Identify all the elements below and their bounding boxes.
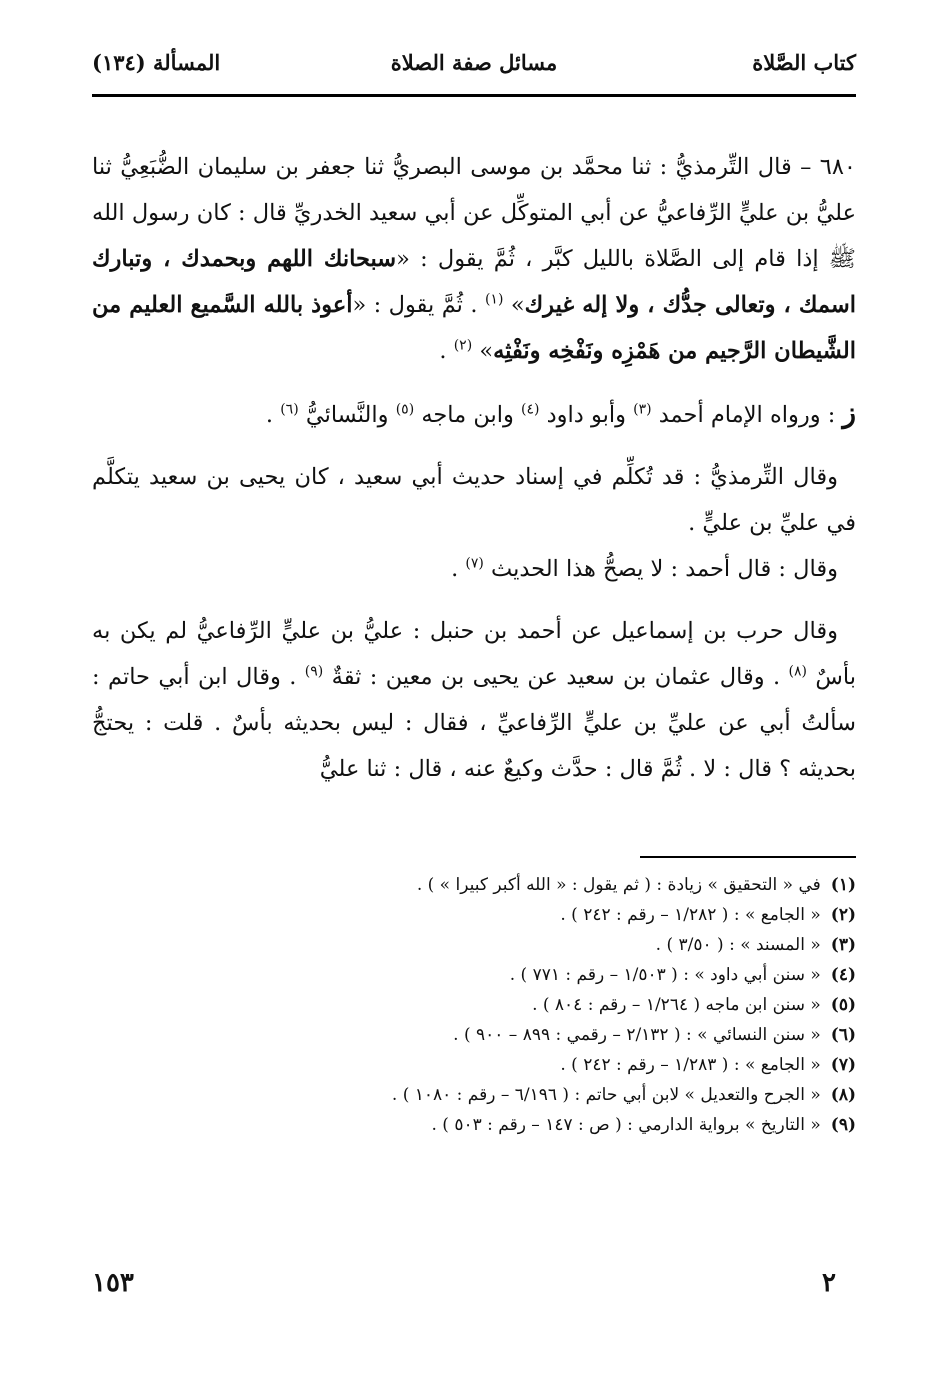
assessment-text: وقال حرب بن إسماعيل عن أحمد بن حنبل : عليُّ بن عليٍّ الرِّفاعيُّ لم يكن به بأسٌ	[92, 618, 856, 690]
page-number: ١٥٣	[92, 1268, 134, 1298]
footnote-number: (٣)	[830, 935, 856, 955]
footnote-item	[92, 930, 856, 960]
footnote-item	[92, 870, 856, 900]
takhrij-paragraph	[92, 390, 856, 438]
footnote-item	[92, 990, 856, 1020]
footnote-number: (٢)	[830, 905, 856, 925]
footnote-number: (٤)	[830, 965, 856, 985]
footnote-list	[92, 870, 856, 1140]
zawaid-mark: ز	[842, 396, 856, 429]
header-divider	[92, 94, 856, 97]
takhrij-text: وأبو داود	[546, 402, 626, 428]
footnote-item	[92, 1020, 856, 1050]
footnote-ref[interactable]: (١)	[484, 291, 504, 308]
footnote-item	[92, 900, 856, 930]
footnote-text: « الجامع » : ( ١/٢٨٣ – رقم : ٢٤٢ ) .	[560, 1055, 821, 1075]
dua-text-bold: أعوذ بالله السَّميع العليم من الشَّيطان الرَّجيم من هَمْزِه ونَفْخِه ونَفْثِه	[92, 292, 856, 364]
takhrij-text: وابن ماجه	[421, 402, 514, 428]
hadith-text: . ثُمَّ يقول : «	[352, 292, 478, 318]
main-text	[92, 144, 856, 792]
footnote-text: « سنن أبي داود » : ( ١/٥٠٣ – رقم : ٧٧١ ) .	[509, 965, 821, 985]
footnote-text: « الجامع » : ( ١/٢٨٢ – رقم : ٢٤٢ ) .	[560, 905, 821, 925]
footnote-text: « سنن النسائي » : ( ٢/١٣٢ – رقمي : ٨٩٩ – ٩٠٠ ) .	[453, 1025, 821, 1045]
assessment-text: . وقال عثمان بن سعيد عن يحيى بن معين : ثقةٌ	[331, 664, 781, 690]
takhrij-text: : ورواه الإمام أحمد	[658, 402, 836, 428]
footnote-number: (٩)	[830, 1115, 856, 1135]
footnote-text: « الجرح والتعديل » لابن أبي حاتم : ( ٦/١٩٦ – رقم : ١٠٨٠ ) .	[391, 1085, 821, 1105]
footnote-item	[92, 1110, 856, 1140]
footnote-ref[interactable]: (٨)	[788, 663, 808, 680]
header-book-title: كتاب الصَّلاة	[752, 50, 856, 75]
ahmad-comment	[92, 546, 856, 592]
narrator-assessment	[92, 608, 856, 792]
period: .	[451, 556, 459, 582]
period: .	[439, 338, 447, 364]
footnote-ref[interactable]: (٦)	[280, 401, 299, 418]
footnote-text: « المسند » : ( ٣/٥٠ ) .	[655, 935, 821, 955]
header-issue-number: المسألة (١٣٤)	[92, 50, 221, 75]
footnote-number: (٨)	[830, 1085, 856, 1105]
footnote-number: (٧)	[830, 1055, 856, 1075]
running-header	[92, 50, 856, 86]
footnote-ref[interactable]: (٤)	[521, 401, 540, 418]
takhrij-text: والنَّسائيُّ	[305, 402, 389, 428]
footnote-number: (٦)	[830, 1025, 856, 1045]
comment-text: وقال : قال أحمد : لا يصحُّ هذا الحديث	[491, 556, 838, 582]
footnote-ref[interactable]: (٣)	[633, 401, 652, 418]
quote-close: »	[479, 338, 494, 364]
header-chapter-title: مسائل صفة الصلاة	[390, 50, 558, 75]
volume-number: ٢	[822, 1268, 836, 1298]
quote-close: »	[510, 292, 525, 318]
hadith-text: ٦٨٠ – قال التِّرمذيُّ : ثنا محمَّد بن موسى البصريُّ ثنا جعفر بن سليمان الضُّبَعِيُّ ثنا عليُّ بن عليٍّ الرِّفاعيُّ عن أبي المتوكِّل عن أبي سعيد الخدريِّ قال : كان رسول الله ﷺ إذا قام إلى الصَّلاة بالليل كبَّر ، ثُمَّ يقول : «	[92, 154, 856, 272]
footnote-text: « التاريخ » برواية الدارمي : ( ص : ١٤٧ – رقم : ٥٠٣ ) .	[431, 1115, 821, 1135]
footnote-item	[92, 1050, 856, 1080]
period: .	[265, 402, 274, 428]
footnote-text: في « التحقيق » زيادة : ( ثم يقول : « الله أكبر كبيرا » ) .	[416, 875, 821, 895]
footnote-item	[92, 960, 856, 990]
footnote-ref[interactable]: (٢)	[453, 337, 473, 354]
dua-text-bold: سبحانك اللهم وبحمدك ، وتبارك اسمك ، وتعالى جدُّك ، ولا إله غيرك	[92, 246, 856, 318]
assessment-text: . وقال ابن أبي حاتم : سألتُ أبي عن عليِّ بن عليٍّ الرِّفاعيِّ ، فقال : ليس بحديثه بأسٌ . قلت : يحتجُّ بحديثه ؟ قال : لا . ثُمَّ قال : حدَّث وكيعٌ عنه ، قال : ثنا عليُّ	[92, 664, 856, 782]
footnote-ref[interactable]: (٩)	[304, 663, 324, 680]
footnote-number: (١)	[830, 875, 856, 895]
hadith-paragraph	[92, 144, 856, 374]
footnote-ref[interactable]: (٥)	[395, 401, 415, 418]
footnote-text: « سنن ابن ماجه ( ١/٢٦٤ – رقم : ٨٠٤ ) .	[532, 995, 821, 1015]
footnote-item	[92, 1080, 856, 1110]
footnote-number: (٥)	[830, 995, 856, 1015]
footnote-ref[interactable]: (٧)	[465, 555, 484, 572]
tirmidhi-comment: وقال التِّرمذيُّ : قد تُكلِّم في إسناد حديث أبي سعيد ، كان يحيى بن سعيد يتكلَّم في عليِّ بن عليٍّ .	[92, 464, 856, 536]
footnote-divider	[640, 856, 856, 858]
